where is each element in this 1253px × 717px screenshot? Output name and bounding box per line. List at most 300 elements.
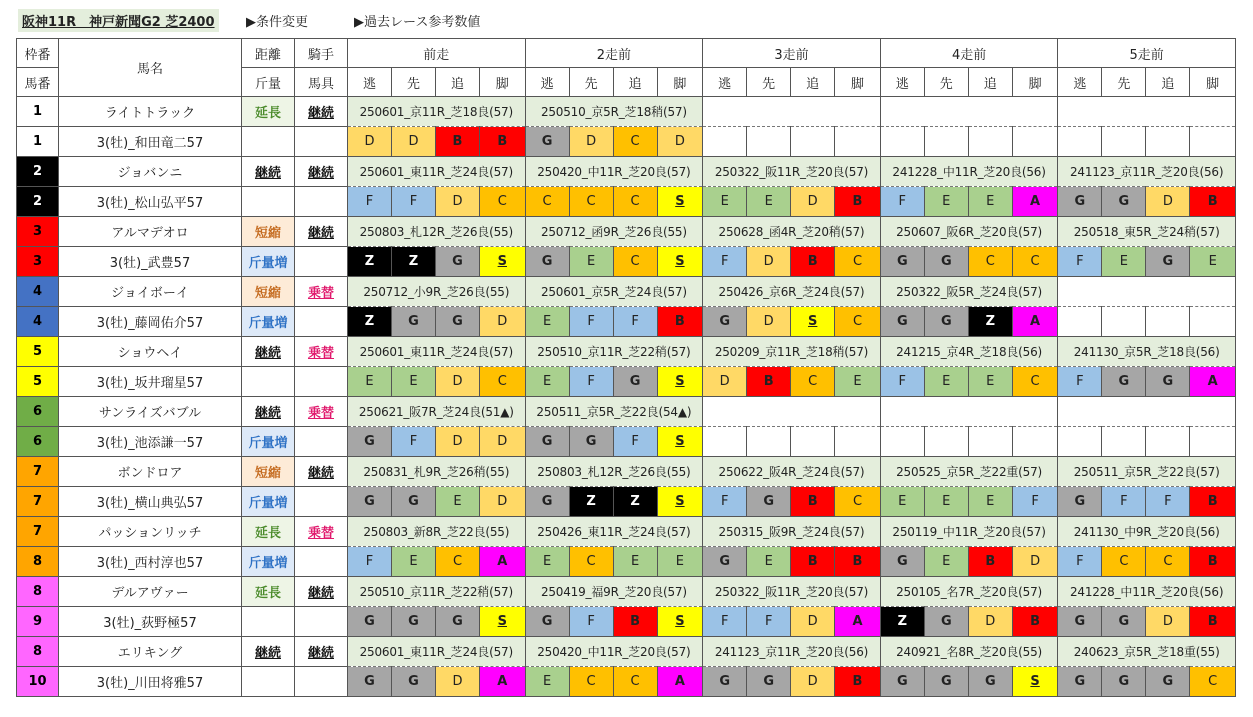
umaban-number: 9 [17, 607, 59, 637]
grade-cell [703, 127, 747, 157]
horse-name[interactable]: エリキング [59, 637, 242, 667]
grade-cell [1190, 427, 1236, 457]
grade-cell [924, 127, 968, 157]
weight-header: 斤量 [242, 68, 295, 97]
horse-name-header: 馬名 [59, 39, 242, 97]
horse-name[interactable]: デルアヴァー [59, 577, 242, 607]
past-race-info: 250601_東11R_芝24良(57) [348, 157, 526, 187]
grade-cell: D [747, 307, 791, 337]
past-race-info [703, 397, 881, 427]
past-race-2-sub-header: 先 [569, 68, 613, 97]
past-race-1-sub-header: 脚 [480, 68, 526, 97]
grade-cell: C [436, 547, 480, 577]
distance-tag: 継続 [242, 157, 295, 187]
jockey-info: 3(牡)_池添謙一57 [59, 427, 242, 457]
grade-cell: G [1146, 667, 1190, 697]
past-race-reference-link[interactable]: ▶過去レース参考数値 [354, 15, 481, 30]
grade-cell: F [880, 367, 924, 397]
grade-cell: D [436, 367, 480, 397]
past-race-info: 250601_東11R_芝24良(57) [348, 337, 526, 367]
past-race-info: 250803_札12R_芝26良(55) [348, 217, 526, 247]
past-race-4-sub-header: 脚 [1012, 68, 1058, 97]
grade-cell: C [1012, 367, 1058, 397]
umaban-number: 4 [17, 307, 59, 337]
grade-cell: G [1058, 607, 1102, 637]
grade-cell: D [1146, 187, 1190, 217]
horse-row-top [17, 577, 1236, 607]
grade-cell: C [1012, 247, 1058, 277]
past-race-info: 250209_京11R_芝18稍(57) [703, 337, 881, 367]
grade-cell: E [525, 307, 569, 337]
grade-cell [835, 427, 881, 457]
past-race-info: 250622_阪4R_芝24良(57) [703, 457, 881, 487]
past-race-1-sub-header: 逃 [348, 68, 392, 97]
grade-cell: A [1012, 187, 1058, 217]
grade-cell: B [1190, 187, 1236, 217]
past-race-info: 250511_京5R_芝22良(54▲) [525, 397, 703, 427]
grade-cell: S [657, 487, 703, 517]
grade-cell: G [348, 667, 392, 697]
grade-cell: G [1146, 247, 1190, 277]
past-race-info: 250607_阪6R_芝20良(57) [880, 217, 1058, 247]
gear-cell [295, 667, 348, 697]
grade-cell [1058, 427, 1102, 457]
grade-cell [1058, 307, 1102, 337]
past-race-info: 240921_名8R_芝20良(55) [880, 637, 1058, 667]
past-race-info: 250420_中11R_芝20良(57) [525, 157, 703, 187]
grade-cell: E [924, 547, 968, 577]
past-race-info: 250322_阪11R_芝20良(57) [703, 157, 881, 187]
gear-cell [295, 367, 348, 397]
grade-cell: C [613, 667, 657, 697]
grade-cell: G [747, 667, 791, 697]
grade-cell: C [968, 247, 1012, 277]
grade-cell: B [968, 547, 1012, 577]
grade-cell: E [703, 187, 747, 217]
waku-number: 7 [17, 517, 59, 547]
grade-cell: B [657, 307, 703, 337]
grade-cell: S [1012, 667, 1058, 697]
jockey-tag: 乗替 [295, 277, 348, 307]
grade-cell: F [392, 187, 436, 217]
grade-cell: C [525, 187, 569, 217]
past-race-info: 250803_札12R_芝26良(55) [525, 457, 703, 487]
past-race-info [880, 397, 1058, 427]
grade-cell: F [703, 607, 747, 637]
grade-cell: Z [613, 487, 657, 517]
horse-name[interactable]: パッションリッチ [59, 517, 242, 547]
grade-cell: G [880, 247, 924, 277]
distance-tag: 短縮 [242, 217, 295, 247]
grade-cell: F [1058, 367, 1102, 397]
grade-cell: E [747, 547, 791, 577]
weight-tag: 斤量増 [242, 487, 295, 517]
grade-cell: A [657, 667, 703, 697]
past-race-info: 250628_函4R_芝20稍(57) [703, 217, 881, 247]
grade-cell: F [569, 307, 613, 337]
grade-cell [1012, 127, 1058, 157]
distance-tag: 延長 [242, 97, 295, 127]
jockey-tag: 継続 [295, 457, 348, 487]
grade-cell: A [480, 547, 526, 577]
grade-cell [1146, 127, 1190, 157]
past-race-1-sub-header: 先 [392, 68, 436, 97]
past-race-info: 241215_京4R_芝18良(56) [880, 337, 1058, 367]
grade-cell: B [791, 247, 835, 277]
grade-cell: D [480, 307, 526, 337]
weight-tag: 斤量増 [242, 307, 295, 337]
grade-cell: G [436, 247, 480, 277]
distance-tag: 短縮 [242, 277, 295, 307]
grade-cell: B [1190, 607, 1236, 637]
grade-cell [880, 427, 924, 457]
grade-cell: G [703, 667, 747, 697]
grade-cell: B [1012, 607, 1058, 637]
past-race-info [703, 97, 881, 127]
grade-cell: D [968, 607, 1012, 637]
grade-cell: G [924, 247, 968, 277]
grade-cell [1012, 427, 1058, 457]
waku-number: 2 [17, 157, 59, 187]
grade-cell [791, 427, 835, 457]
grade-cell: D [569, 127, 613, 157]
grade-cell [1190, 127, 1236, 157]
grade-cell [1102, 307, 1146, 337]
grade-cell: G [348, 487, 392, 517]
weight-tag [242, 187, 295, 217]
grade-cell: G [525, 427, 569, 457]
grade-cell: F [613, 427, 657, 457]
grade-cell [1146, 307, 1190, 337]
grade-cell: D [703, 367, 747, 397]
grade-cell: G [436, 607, 480, 637]
grade-cell: A [835, 607, 881, 637]
grade-cell: G [880, 307, 924, 337]
gear-cell [295, 187, 348, 217]
grade-cell: E [613, 547, 657, 577]
grade-cell: Z [392, 247, 436, 277]
grade-cell: C [613, 247, 657, 277]
past-race-info: 250601_京11R_芝18良(57) [348, 97, 526, 127]
past-race-info: 250525_京5R_芝22重(57) [880, 457, 1058, 487]
grade-cell: F [703, 247, 747, 277]
past-race-4-header: 4走前 [880, 39, 1058, 68]
grade-cell: G [924, 607, 968, 637]
past-race-5-sub-header: 追 [1146, 68, 1190, 97]
grade-cell: S [791, 307, 835, 337]
horse-name[interactable]: ジョイボーイ [59, 277, 242, 307]
grade-cell: Z [348, 247, 392, 277]
gear-cell [295, 607, 348, 637]
grade-cell: G [924, 667, 968, 697]
past-race-5-header: 5走前 [1058, 39, 1236, 68]
horse-row-bottom [17, 367, 1236, 397]
grade-cell: E [436, 487, 480, 517]
weight-tag [242, 607, 295, 637]
change-conditions-link[interactable]: ▶条件変更 [246, 15, 308, 30]
past-race-3-sub-header: 追 [791, 68, 835, 97]
horse-row-bottom [17, 667, 1236, 697]
waku-number: 5 [17, 337, 59, 367]
horse-table [16, 38, 1236, 697]
jockey-info: 3(牡)_荻野極57 [59, 607, 242, 637]
grade-cell: D [791, 667, 835, 697]
grade-cell: D [436, 667, 480, 697]
grade-cell: F [1146, 487, 1190, 517]
umaban-number: 1 [17, 127, 59, 157]
grade-cell: B [835, 187, 881, 217]
jockey-info: 3(牡)_藤岡佑介57 [59, 307, 242, 337]
grade-cell: E [348, 367, 392, 397]
grade-cell: Z [348, 307, 392, 337]
grade-cell: E [525, 667, 569, 697]
past-race-3-sub-header: 先 [747, 68, 791, 97]
past-race-1-header: 前走 [348, 39, 526, 68]
grade-cell: C [613, 187, 657, 217]
grade-cell: A [1012, 307, 1058, 337]
past-race-2-sub-header: 脚 [657, 68, 703, 97]
weight-tag [242, 127, 295, 157]
horse-row-top [17, 517, 1236, 547]
past-race-info: 250322_阪11R_芝20良(57) [703, 577, 881, 607]
grade-cell: B [835, 547, 881, 577]
grade-cell: E [924, 487, 968, 517]
grade-cell: B [1190, 547, 1236, 577]
horse-row-bottom [17, 187, 1236, 217]
weight-tag: 斤量増 [242, 247, 295, 277]
past-race-info: 250831_札9R_芝26稍(55) [348, 457, 526, 487]
grade-cell: E [392, 367, 436, 397]
past-race-info: 241123_京11R_芝20良(56) [1058, 157, 1236, 187]
grade-cell: B [791, 547, 835, 577]
grade-cell: D [1146, 607, 1190, 637]
weight-tag [242, 367, 295, 397]
past-race-info: 241123_京11R_芝20良(56) [703, 637, 881, 667]
grade-cell: G [880, 547, 924, 577]
horse-row-top [17, 277, 1236, 307]
grade-cell: G [436, 307, 480, 337]
weight-tag: 斤量増 [242, 547, 295, 577]
weight-tag [242, 667, 295, 697]
horse-row-top [17, 157, 1236, 187]
grade-cell: Z [968, 307, 1012, 337]
horse-row-top [17, 397, 1236, 427]
grade-cell: D [657, 127, 703, 157]
past-race-5-sub-header: 脚 [1190, 68, 1236, 97]
grade-cell: C [480, 187, 526, 217]
grade-cell: G [392, 667, 436, 697]
grade-cell [1102, 127, 1146, 157]
race-title: 阪神11R 神戸新聞G2 芝2400 [18, 9, 219, 32]
past-race-info [880, 97, 1058, 127]
horse-name[interactable]: ライトトラック [59, 97, 242, 127]
grade-cell: D [747, 247, 791, 277]
grade-cell: S [657, 247, 703, 277]
past-race-4-sub-header: 追 [968, 68, 1012, 97]
horse-row-bottom [17, 307, 1236, 337]
grade-cell: E [1190, 247, 1236, 277]
grade-cell: G [968, 667, 1012, 697]
grade-cell: D [436, 427, 480, 457]
grade-cell: F [1102, 487, 1146, 517]
distance-tag: 延長 [242, 577, 295, 607]
grade-cell: D [791, 607, 835, 637]
grade-cell: G [525, 487, 569, 517]
grade-cell: G [703, 547, 747, 577]
grade-cell: C [569, 187, 613, 217]
umaban-number: 3 [17, 247, 59, 277]
grade-cell: G [703, 307, 747, 337]
jockey-tag: 継続 [295, 217, 348, 247]
grade-cell: E [835, 367, 881, 397]
grade-cell [835, 127, 881, 157]
grade-cell: F [569, 607, 613, 637]
jockey-info: 3(牡)_坂井瑠星57 [59, 367, 242, 397]
grade-cell: G [1058, 187, 1102, 217]
grade-cell: G [392, 307, 436, 337]
past-race-info: 250601_東11R_芝24良(57) [348, 637, 526, 667]
grade-cell: C [791, 367, 835, 397]
grade-cell: G [880, 667, 924, 697]
grade-cell: G [392, 487, 436, 517]
distance-tag: 延長 [242, 517, 295, 547]
grade-cell: E [525, 547, 569, 577]
horse-name[interactable]: サンライズバブル [59, 397, 242, 427]
umaban-number: 7 [17, 487, 59, 517]
grade-cell: B [835, 667, 881, 697]
grade-cell: C [569, 667, 613, 697]
grade-cell: Z [569, 487, 613, 517]
umaban-number: 2 [17, 187, 59, 217]
grade-cell: B [747, 367, 791, 397]
past-race-3-sub-header: 脚 [835, 68, 881, 97]
grade-cell: C [835, 487, 881, 517]
grade-cell: D [436, 187, 480, 217]
grade-cell: C [569, 547, 613, 577]
horse-name[interactable]: ショウヘイ [59, 337, 242, 367]
jockey-info: 3(牡)_川田将雅57 [59, 667, 242, 697]
grade-cell: E [968, 367, 1012, 397]
grade-cell: S [480, 247, 526, 277]
grade-cell: C [1102, 547, 1146, 577]
grade-cell: B [480, 127, 526, 157]
past-race-info: 250105_名7R_芝20良(57) [880, 577, 1058, 607]
grade-cell: F [747, 607, 791, 637]
horse-name[interactable]: アルマデオロ [59, 217, 242, 247]
gear-cell [295, 247, 348, 277]
past-race-info: 250510_京11R_芝22稍(57) [348, 577, 526, 607]
past-race-3-sub-header: 逃 [703, 68, 747, 97]
horse-row-bottom [17, 427, 1236, 457]
grade-cell: G [348, 427, 392, 457]
past-race-4-sub-header: 逃 [880, 68, 924, 97]
grade-cell: F [569, 367, 613, 397]
top-bar [0, 0, 1253, 38]
grade-cell: G [1102, 667, 1146, 697]
grade-cell: B [791, 487, 835, 517]
grade-cell: D [480, 487, 526, 517]
waku-number: 1 [17, 97, 59, 127]
grade-cell: C [1146, 547, 1190, 577]
grade-cell: G [348, 607, 392, 637]
grade-cell: E [968, 487, 1012, 517]
grade-cell: E [880, 487, 924, 517]
past-race-info: 250510_京11R_芝22稍(57) [525, 337, 703, 367]
gear-cell [295, 127, 348, 157]
horse-row-bottom [17, 127, 1236, 157]
grade-cell: E [657, 547, 703, 577]
waku-number: 7 [17, 457, 59, 487]
grade-cell: F [1058, 247, 1102, 277]
horse-name[interactable]: ボンドロア [59, 457, 242, 487]
past-race-info: 241228_中11R_芝20良(56) [1058, 577, 1236, 607]
distance-tag: 短縮 [242, 457, 295, 487]
grade-cell [1190, 307, 1236, 337]
grade-cell: B [436, 127, 480, 157]
jockey-header: 騎手 [295, 39, 348, 68]
jockey-tag: 乗替 [295, 517, 348, 547]
grade-cell: G [1058, 667, 1102, 697]
grade-cell [747, 127, 791, 157]
umaban-number: 5 [17, 367, 59, 397]
jockey-tag: 乗替 [295, 337, 348, 367]
grade-cell: C [835, 247, 881, 277]
horse-row-top [17, 97, 1236, 127]
horse-row-bottom [17, 247, 1236, 277]
horse-name[interactable]: ジョバンニ [59, 157, 242, 187]
waku-header: 枠番 [17, 39, 59, 68]
past-race-4-sub-header: 先 [924, 68, 968, 97]
past-race-2-sub-header: 追 [613, 68, 657, 97]
past-race-2-header: 2走前 [525, 39, 703, 68]
grade-cell: B [613, 607, 657, 637]
grade-cell: C [1190, 667, 1236, 697]
waku-number: 3 [17, 217, 59, 247]
grade-cell: G [924, 307, 968, 337]
grade-cell: G [392, 607, 436, 637]
past-race-info: 250712_函9R_芝26良(55) [525, 217, 703, 247]
horse-row-top [17, 637, 1236, 667]
past-race-info: 240623_京5R_芝18重(55) [1058, 637, 1236, 667]
gear-cell [295, 547, 348, 577]
grade-cell: D [1012, 547, 1058, 577]
grade-cell: E [392, 547, 436, 577]
grade-cell: F [348, 547, 392, 577]
grade-cell [791, 127, 835, 157]
grade-cell: A [1190, 367, 1236, 397]
grade-cell: C [480, 367, 526, 397]
grade-cell: S [657, 187, 703, 217]
past-race-info: 250510_京5R_芝18稍(57) [525, 97, 703, 127]
grade-cell: E [968, 187, 1012, 217]
grade-cell: F [880, 187, 924, 217]
past-race-info: 250419_福9R_芝20良(57) [525, 577, 703, 607]
jockey-info: 3(牡)_武豊57 [59, 247, 242, 277]
grade-cell [880, 127, 924, 157]
grade-cell: G [1102, 187, 1146, 217]
grade-cell: E [1102, 247, 1146, 277]
jockey-info: 3(牡)_和田竜二57 [59, 127, 242, 157]
past-race-5-sub-header: 先 [1102, 68, 1146, 97]
grade-cell: E [924, 187, 968, 217]
past-race-2-sub-header: 逃 [525, 68, 569, 97]
past-race-info: 250420_中11R_芝20良(57) [525, 637, 703, 667]
grade-cell: B [1190, 487, 1236, 517]
umaban-number: 6 [17, 427, 59, 457]
past-race-info: 250518_東5R_芝24稍(57) [1058, 217, 1236, 247]
gear-cell [295, 427, 348, 457]
waku-number: 4 [17, 277, 59, 307]
